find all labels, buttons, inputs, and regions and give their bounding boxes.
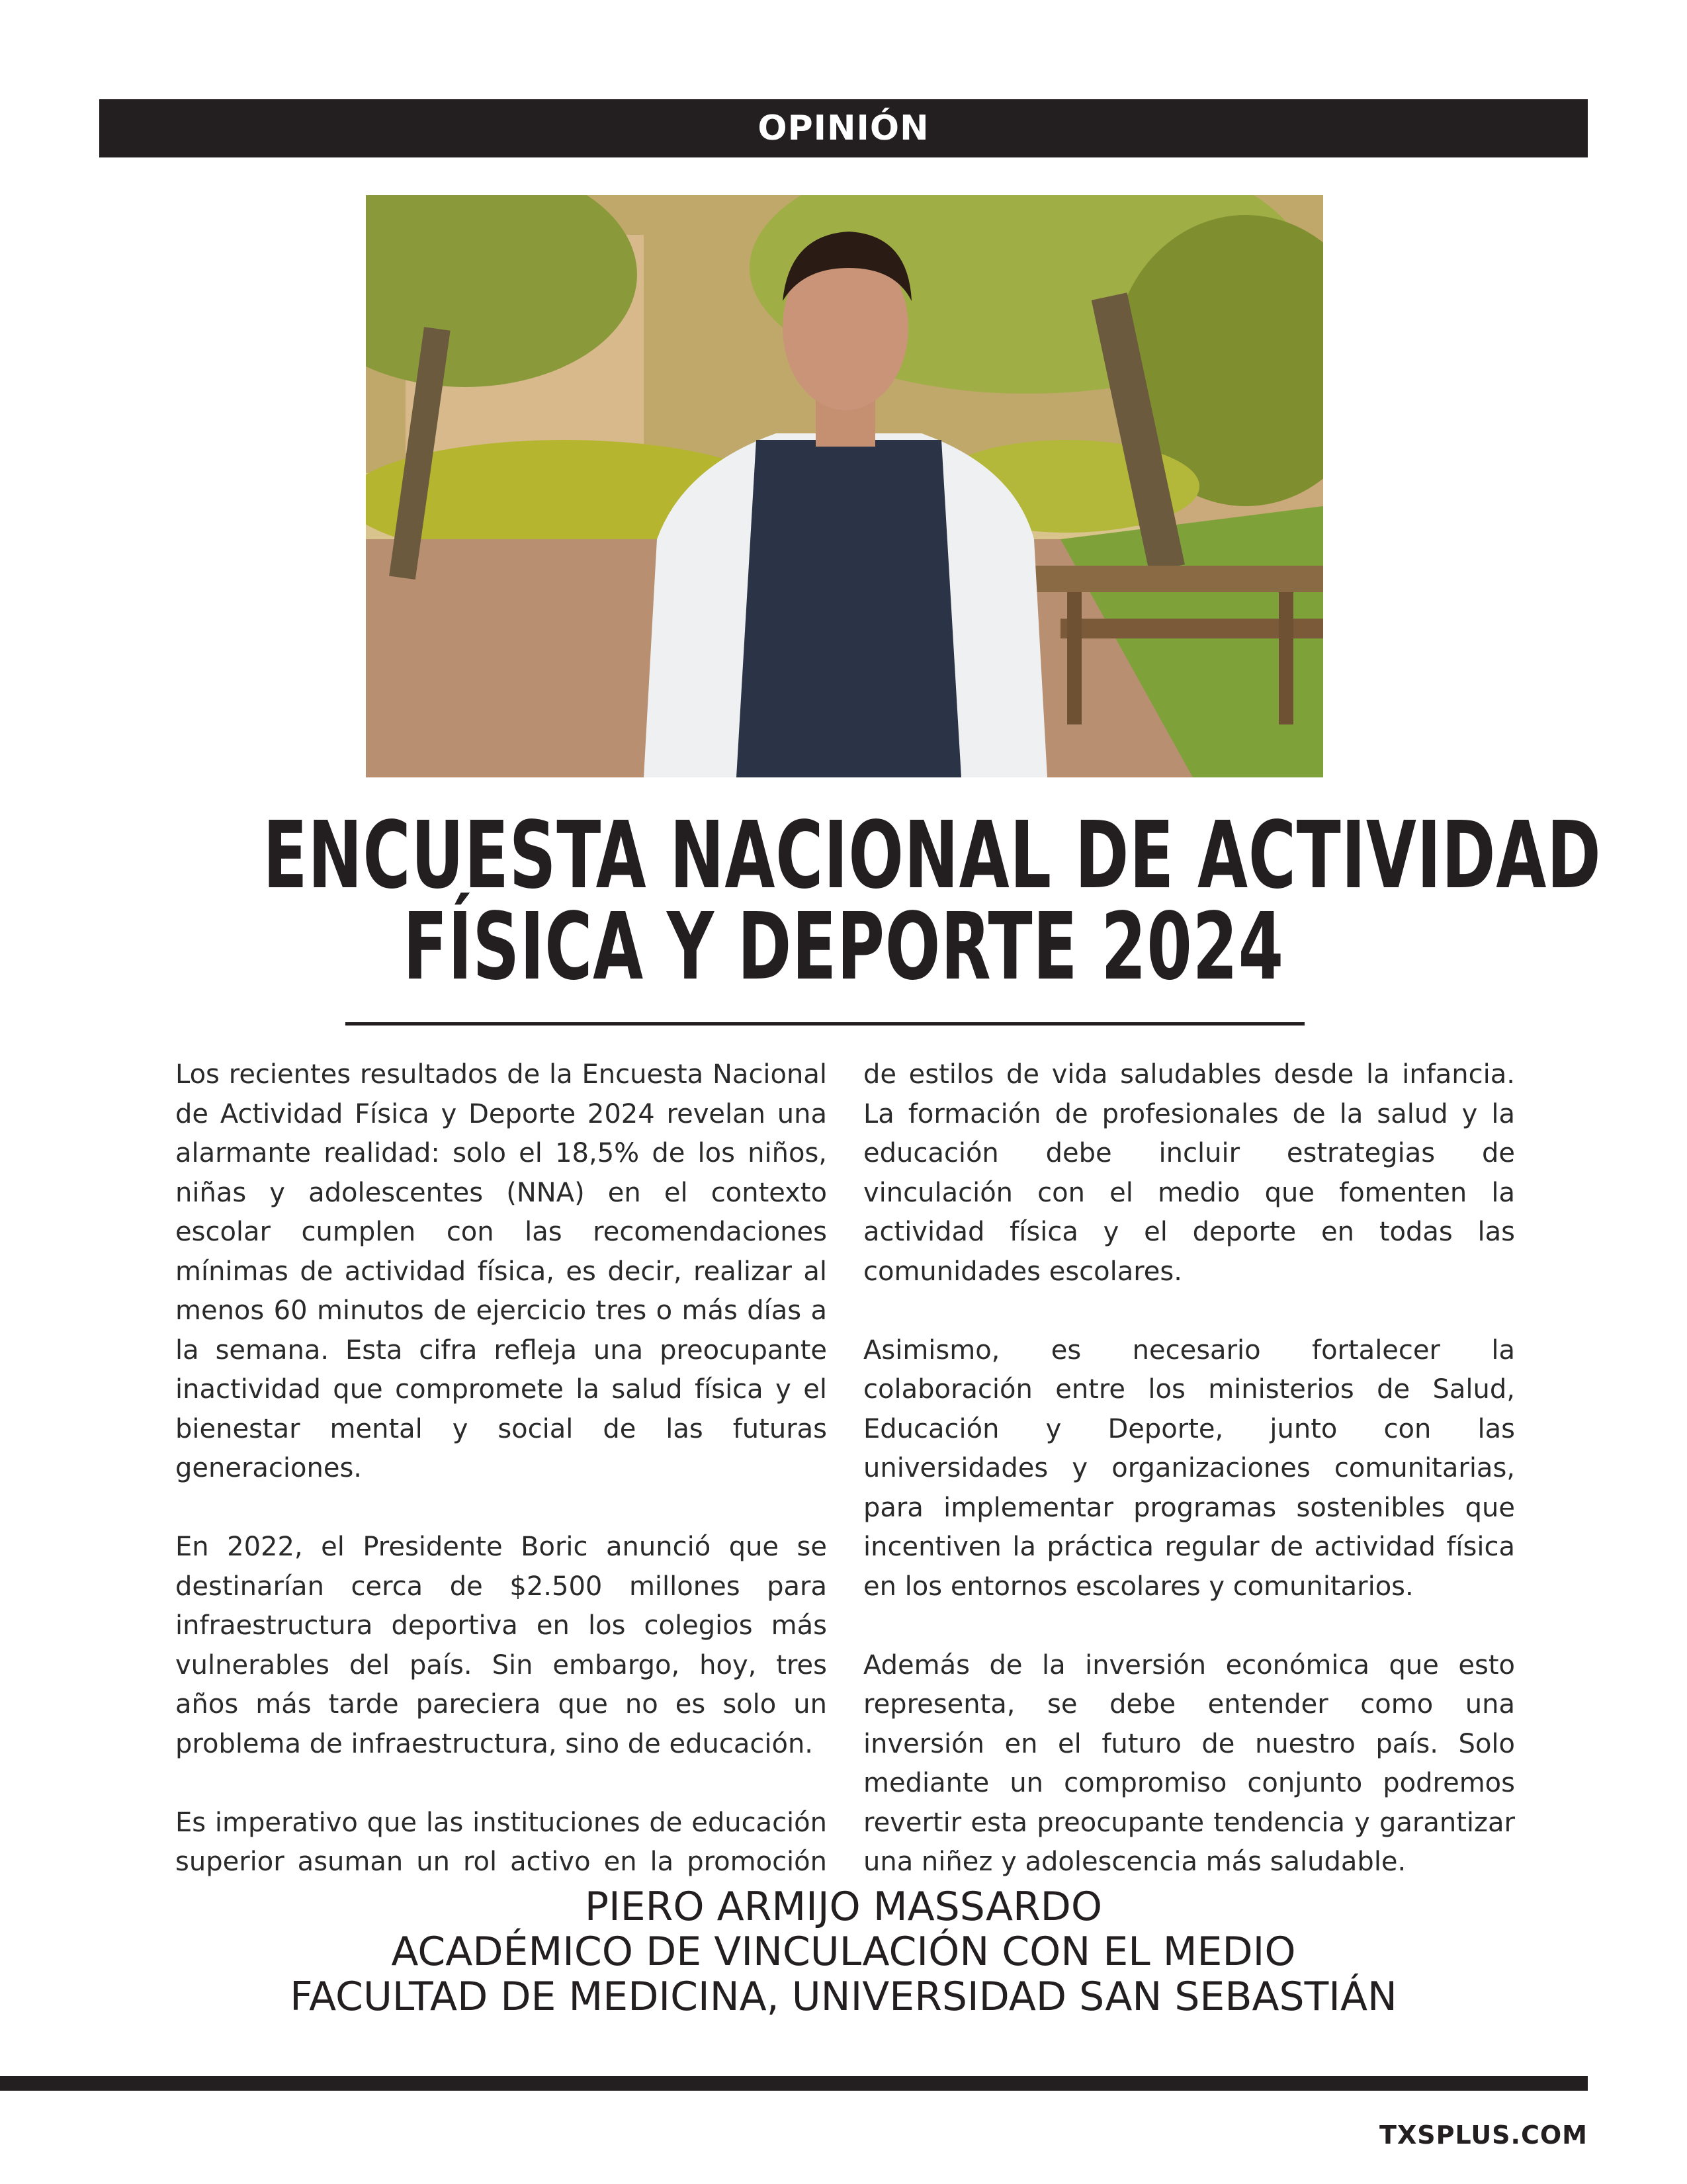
site-url: TXSPLUS.COM [1379, 2120, 1588, 2150]
author-photo [366, 195, 1323, 777]
paragraph: Además de la inversión económica que esto representa, se debe entender como una inversión en el futuro de nuestro país. Solo mediante un compromiso conjunto podremos revertir esta preocupante tendencia y garantizar una niñez y adolescencia más saludable. [863, 1649, 1515, 1877]
paragraph: Es imperativo que las instituciones de educación superior asuman un rol activo en la promoción [175, 1807, 827, 1877]
article-headline [263, 802, 1602, 1001]
section-header-bar [99, 99, 1588, 157]
headline-line-1: ENCUESTA NACIONAL DE ACTIVIDAD [263, 802, 1602, 910]
author-role: ACADÉMICO DE VINCULACIÓN CON EL MEDIO [391, 1929, 1296, 1975]
section-label: OPINIÓN [757, 109, 930, 148]
author-affiliation: FACULTAD DE MEDICINA, UNIVERSIDAD SAN SEBASTIÁN [290, 1974, 1397, 2020]
author-name: PIERO ARMIJO MASSARDO [584, 1884, 1103, 1930]
article-column-left [175, 1055, 827, 1882]
headline-divider [345, 1022, 1305, 1026]
footer-divider [0, 2076, 1588, 2091]
paragraph: Los recientes resultados de la Encuesta Nacional de Actividad Física y Deporte 2024 revelan una alarmante realidad: solo el 18,5% de los niños, niñas y adolescentes (NNA) en el contexto escolar cumplen con las recomendaciones mínimas de actividad física, es decir, realizar al menos 60 minutos de ejercicio tres o más días a la semana. Esta cifra refleja una preocupante inactividad que compromete la salud física y el bienestar mental y social de las futuras generaciones. [175, 1059, 827, 1483]
author-byline [99, 1884, 1588, 2019]
paragraph: En 2022, el Presidente Boric anunció que se destinarían cerca de $2.500 millones para infraestructura deportiva en los colegios más vulnerables del país. Sin embargo, hoy, tres años más tarde pareciera que no es solo un problema de infraestructura, sino de educación. [175, 1532, 827, 1759]
paragraph: de estilos de vida saludables desde la infancia. La formación de profesionales de la salud y la educación debe incluir estrategias de vinculación con el medio que fomenten la actividad física y el deporte en todas las comunidades escolares. [863, 1059, 1515, 1287]
article-column-right [863, 1055, 1515, 1882]
paragraph: Asimismo, es necesario fortalecer la colaboración entre los ministerios de Salud, Educación y Deporte, junto con las universidades y organizaciones comunitarias, para implementar programas sostenibles que incentiven la práctica regular de actividad física en los entornos escolares y comunitarios. [863, 1334, 1515, 1602]
headline-line-2: FÍSICA Y DEPORTE 2024 [403, 893, 1284, 1001]
